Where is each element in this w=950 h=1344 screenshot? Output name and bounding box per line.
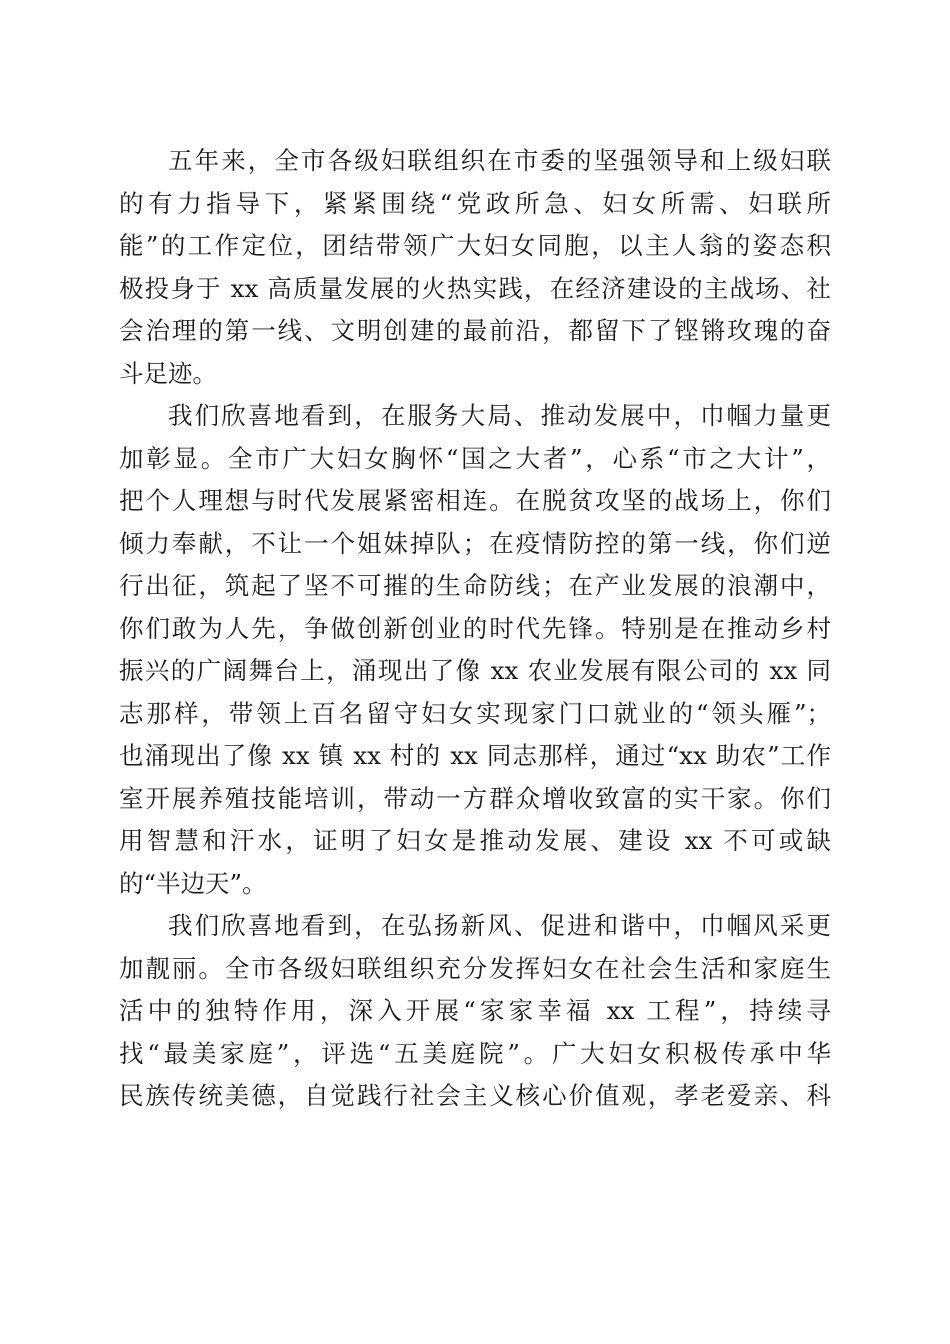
paragraph-line: 用智慧和汗水，证明了妇女是推动发展、建设 xx 不可或缺 xyxy=(119,826,831,855)
paragraph-line: 会治理的第一线、文明创建的最前沿，都留下了铿锵玫瑰的奋 xyxy=(119,316,831,345)
paragraph-line: 五年来，全市各级妇联组织在市委的坚强领导和上级妇联 xyxy=(168,146,831,175)
paragraph-line: 室开展养殖技能培训，带动一方群众增收致富的实干家。你们 xyxy=(119,783,831,813)
paragraph-line: 活中的独特作用，深入开展“家家幸福 xx 工程”，持续寻 xyxy=(119,996,831,1025)
paragraph-line: 极投身于 xx 高质量发展的火热实践，在经济建设的主战场、社 xyxy=(119,273,831,303)
paragraph-1 xyxy=(119,140,831,395)
paragraph-line: 把个人理想与时代发展紧密相连。在脱贫攻坚的战场上，你们 xyxy=(119,486,831,515)
paragraph-line: 行出征，筑起了坚不可摧的生命防线；在产业发展的浪潮中， xyxy=(119,571,831,600)
paragraph-line: 加靓丽。全市各级妇联组织充分发挥妇女在社会生活和家庭生 xyxy=(119,953,831,983)
paragraph-line: 倾力奉献，不让一个姐妹掉队；在疫情防控的第一线，你们逆 xyxy=(119,528,831,558)
paragraph-line: 民族传统美德，自觉践行社会主义核心价值观，孝老爱亲、科 xyxy=(119,1081,831,1110)
paragraph-line: 的“半边天”。 xyxy=(119,868,267,898)
paragraph-line: 找“最美家庭”，评选“五美庭院”。广大妇女积极传承中华 xyxy=(119,1038,831,1068)
paragraph-line: 能”的工作定位，团结带领广大妇女同胞，以主人翁的姿态积 xyxy=(119,231,831,260)
document-body xyxy=(119,140,831,1118)
paragraph-2 xyxy=(119,395,831,905)
paragraph-line: 志那样，带领上百名留守妇女实现家门口就业的“领头雁”； xyxy=(119,698,831,728)
paragraph-line: 也涌现出了像 xx 镇 xx 村的 xx 同志那样，通过“xx 助农”工作 xyxy=(119,741,831,770)
paragraph-line: 加彰显。全市广大妇女胸怀“国之大者”，心系“市之大计”， xyxy=(119,443,831,473)
paragraph-line: 斗足迹。 xyxy=(119,358,217,388)
paragraph-line: 我们欣喜地看到，在弘扬新风、促进和谐中，巾帼风采更 xyxy=(168,911,831,940)
paragraph-line: 的有力指导下，紧紧围绕“党政所急、妇女所需、妇联所 xyxy=(119,188,831,218)
paragraph-3 xyxy=(119,905,831,1118)
paragraph-line: 振兴的广阔舞台上，涌现出了像 xx 农业发展有限公司的 xx 同 xyxy=(119,656,831,685)
paragraph-line: 你们敢为人先，争做创新创业的时代先锋。特别是在推动乡村 xyxy=(119,613,831,643)
paragraph-line: 我们欣喜地看到，在服务大局、推动发展中，巾帼力量更 xyxy=(168,401,831,430)
